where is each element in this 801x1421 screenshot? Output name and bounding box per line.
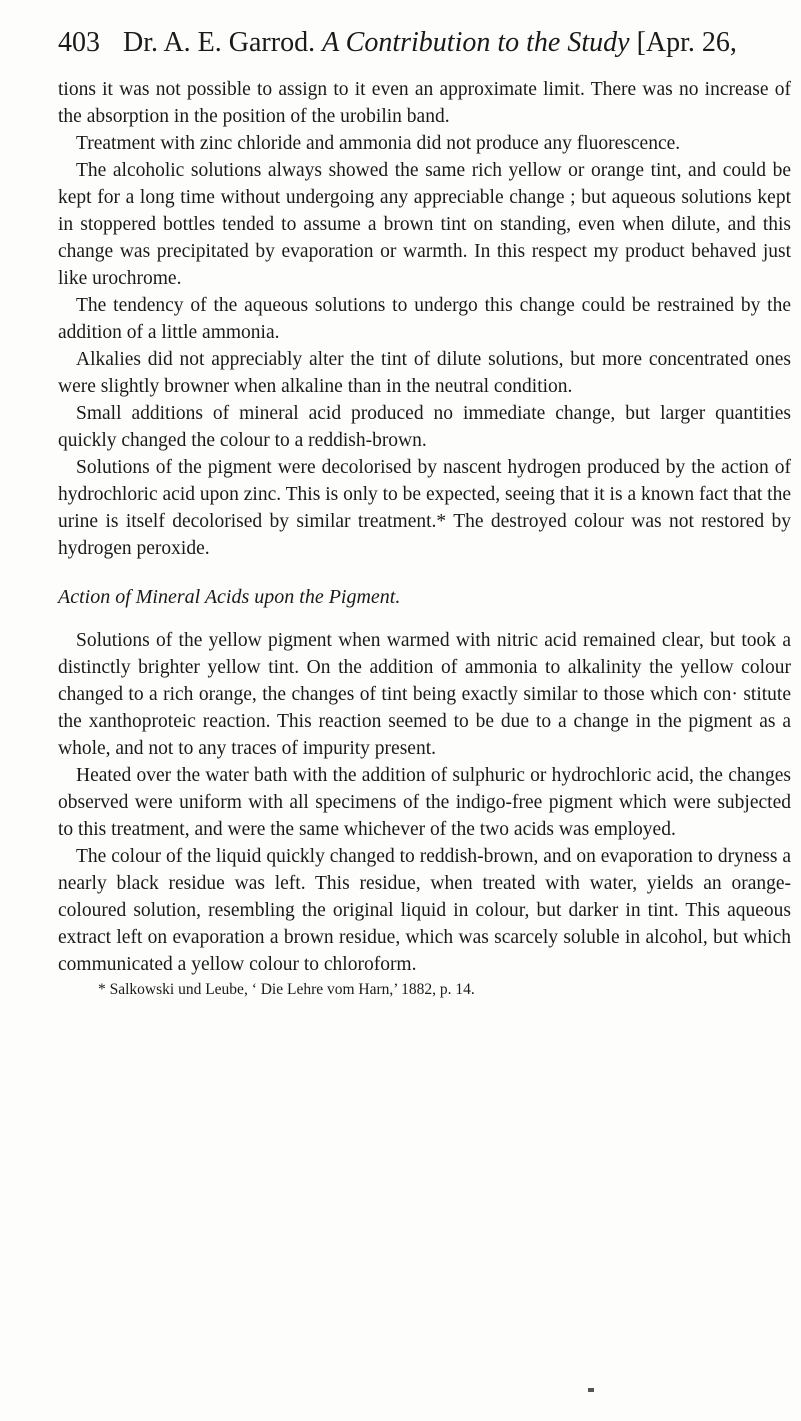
paragraph: tions it was not possible to assign to it even an approximate limit. There was no increase of the absorption in the position of the urobilin band. <box>58 79 791 127</box>
header-date: [Apr. 26, <box>636 27 737 58</box>
paragraph: Solutions of the pigment were decolorised by nascent hydrogen produced by the action of hydrochloric acid upon zinc. This is only to be expected, seeing that it is a known fact that the urine is itself decolorised by similar treatment.* The destroyed colour was not restored by hydrogen peroxide. <box>58 457 791 559</box>
paragraph: Heated over the water bath with the addition of sulphuric or hydrochloric acid, the changes observed were uniform with all specimens of the indigo-free pigment which were subjected to this treatment, and were the same whichever of the two acids was employed. <box>58 765 791 840</box>
paragraph: The colour of the liquid quickly changed to reddish-brown, and on evaporation to dryness a nearly black residue was left. This residue, when treated with water, yields an orange-coloured solution, resembling the original liquid in colour, but darker in tint. This aqueous extract left on evaporation a brown residue, which was scarcely soluble in alcohol, but which communicated a yellow colour to chloroform. <box>58 846 791 975</box>
paragraph: Solutions of the yellow pigment when warmed with nitric acid remained clear, but took a distinctly brighter yellow tint. On the addition of ammonia to alkalinity the yellow colour changed to a rich orange, the changes of tint being exactly similar to those which con· stitute the xanthoproteic reaction. This reaction seemed to be due to a change in the pigment as a whole, and not to any traces of impurity present. <box>58 630 791 759</box>
paragraph: The alcoholic solutions always showed the same rich yellow or orange tint, and could be kept for a long time without undergoing any appreciable change ; but aqueous solutions kept in stoppered bottles tended to assume a brown tint on standing, even when dilute, and this change was precipitated by evaporation or warmth. In this respect my product behaved just like urochrome. <box>58 160 791 289</box>
paragraph: Treatment with zinc chloride and ammonia did not produce any fluorescence. <box>76 133 681 154</box>
paragraph: The tendency of the aqueous solutions to undergo this change could be restrained by the addition of a little ammonia. <box>58 295 791 343</box>
section-heading: Action of Mineral Acids upon the Pigment. <box>58 586 401 608</box>
footnote: * Salkowski und Leube, ‘ Die Lehre vom Harn,’ 1882, p. 14. <box>98 981 475 998</box>
header-title: A Contribution to the Study <box>322 27 630 58</box>
printer-mark <box>588 1388 594 1392</box>
page-number: 403 <box>58 27 100 58</box>
body-text <box>58 76 791 1000</box>
paragraph: Alkalies did not appreciably alter the tint of dilute solutions, but more concentrated ones were slightly browner when alkaline than in the neutral condition. <box>58 349 791 397</box>
running-header <box>58 25 790 61</box>
paragraph: Small additions of mineral acid produced no immediate change, but larger quantities quickly changed the colour to a reddish-brown. <box>58 403 791 451</box>
header-author: Dr. A. E. Garrod. <box>123 27 316 58</box>
